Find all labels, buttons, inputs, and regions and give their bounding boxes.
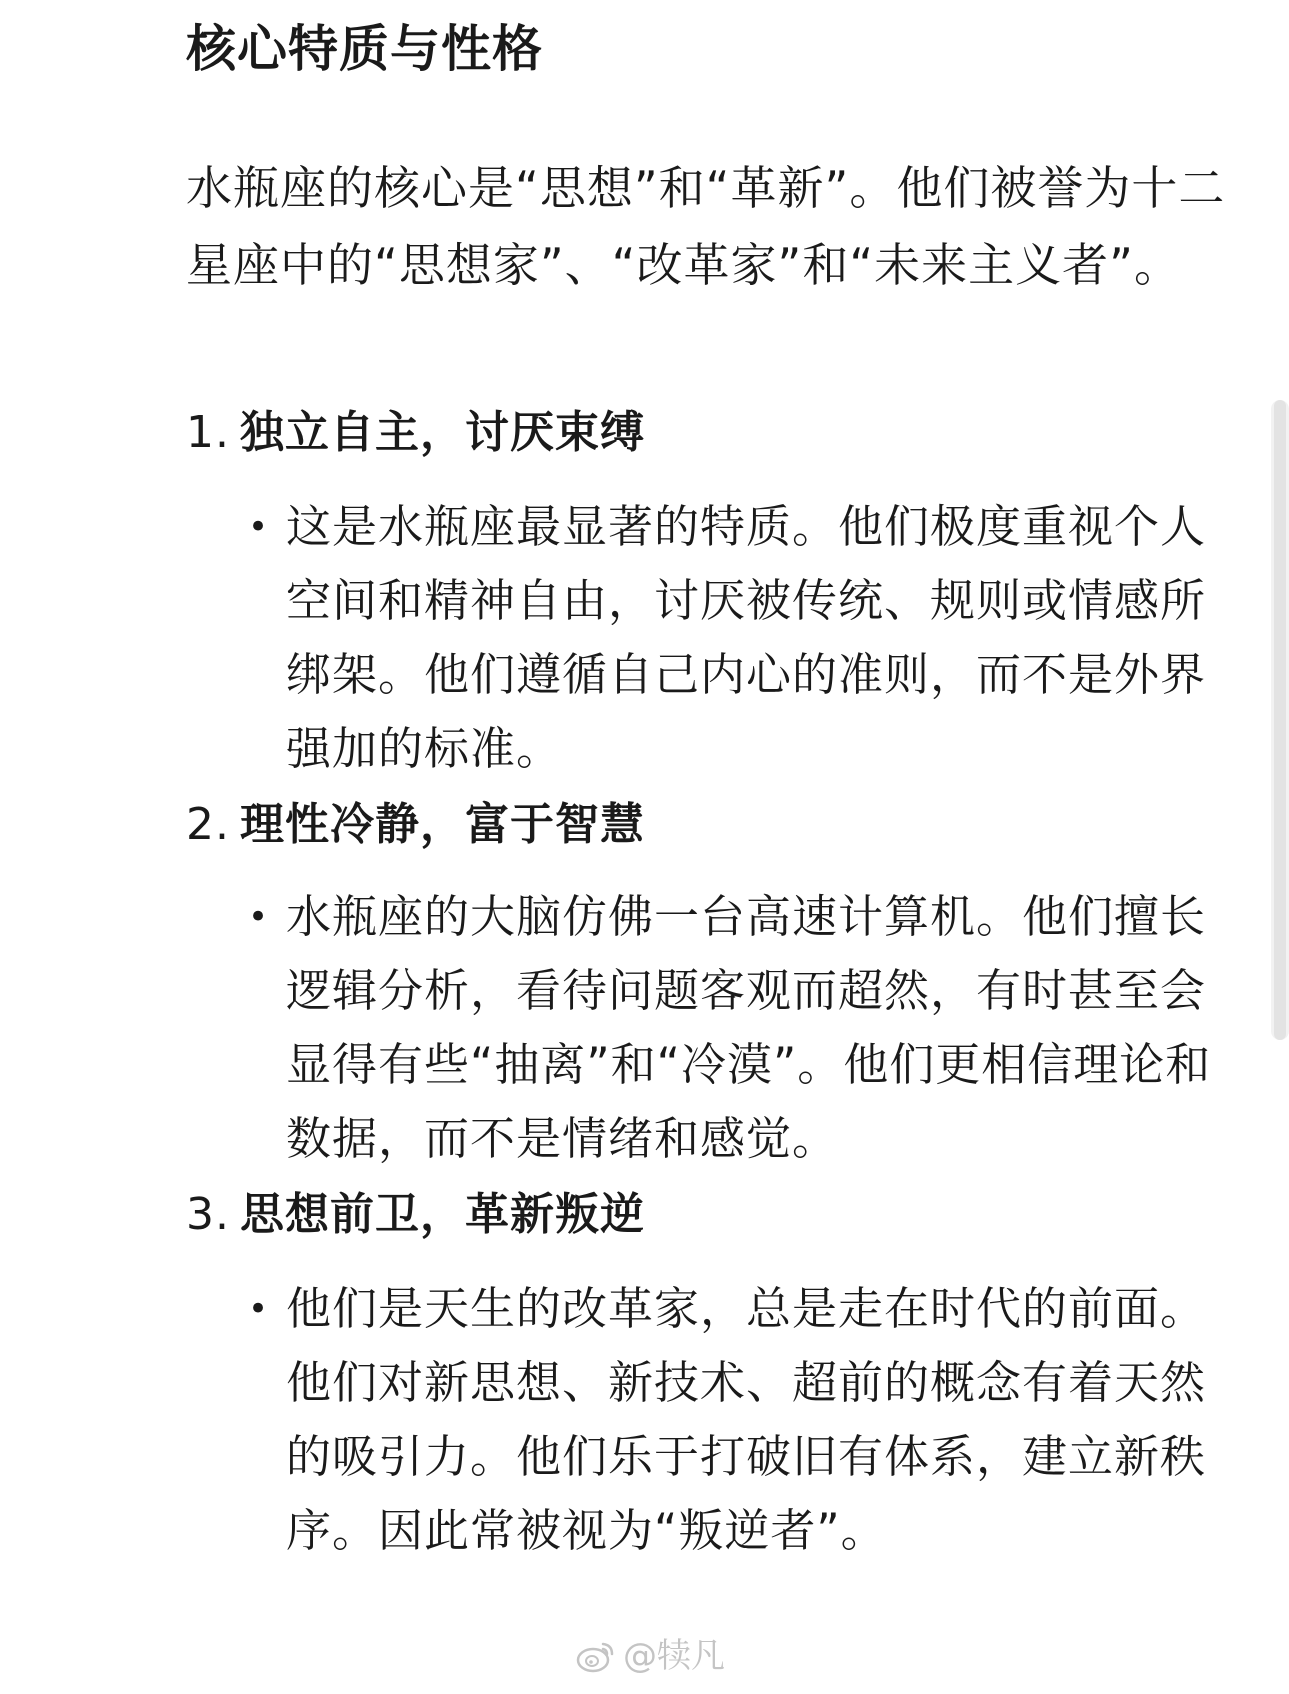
item-number: 3. (186, 1189, 230, 1240)
item-number: 1. (186, 407, 230, 458)
bullet-text: 水瓶座的大脑仿佛一台高速计算机。他们擅长逻辑分析，看待问题客观而超然，有时甚至会显得有些“抽离”和“冷漠”。他们更相信理论和数据，而不是情绪和感觉。 (286, 890, 1212, 1165)
bullet-item-2 (248, 880, 1238, 1176)
bullet-dot-icon: • (248, 1289, 270, 1329)
bullet-dot-icon: • (248, 507, 270, 547)
section-title: 核心特质与性格 (186, 20, 543, 78)
item-heading-text: 理性冷静，富于智慧 (239, 799, 645, 850)
weibo-icon (575, 1638, 617, 1674)
bullet-dot-icon: • (248, 897, 270, 937)
item-number: 2. (186, 799, 230, 850)
scrollbar-thumb[interactable] (1274, 400, 1286, 1040)
bullet-item-1 (248, 490, 1238, 786)
scrollbar[interactable] (1271, 400, 1289, 1040)
bullet-text: 这是水瓶座最显著的特质。他们极度重视个人空间和精神自由，讨厌被传统、规则或情感所绑架。他们遵循自己内心的准则，而不是外界强加的标准。 (286, 500, 1207, 775)
bullet-text: 他们是天生的改革家，总是走在时代的前面。他们对新思想、新技术、超前的概念有着天然的吸引力。他们乐于打破旧有体系，建立新秩序。因此常被视为“叛逆者”。 (286, 1282, 1207, 1557)
watermark (575, 1634, 725, 1678)
bullet-item-3 (248, 1272, 1238, 1568)
item-heading-text: 独立自主，讨厌束缚 (239, 407, 645, 458)
item-heading-text: 思想前卫，革新叛逆 (239, 1189, 645, 1240)
item-heading-1 (186, 398, 645, 468)
item-heading-3 (186, 1180, 645, 1250)
intro-paragraph: 水瓶座的核心是“思想”和“革新”。他们被誉为十二星座中的“思想家”、“改革家”和“未来主义者”。 (186, 161, 1226, 292)
watermark-text: @犊凡 (623, 1636, 725, 1676)
item-heading-2 (186, 790, 645, 860)
